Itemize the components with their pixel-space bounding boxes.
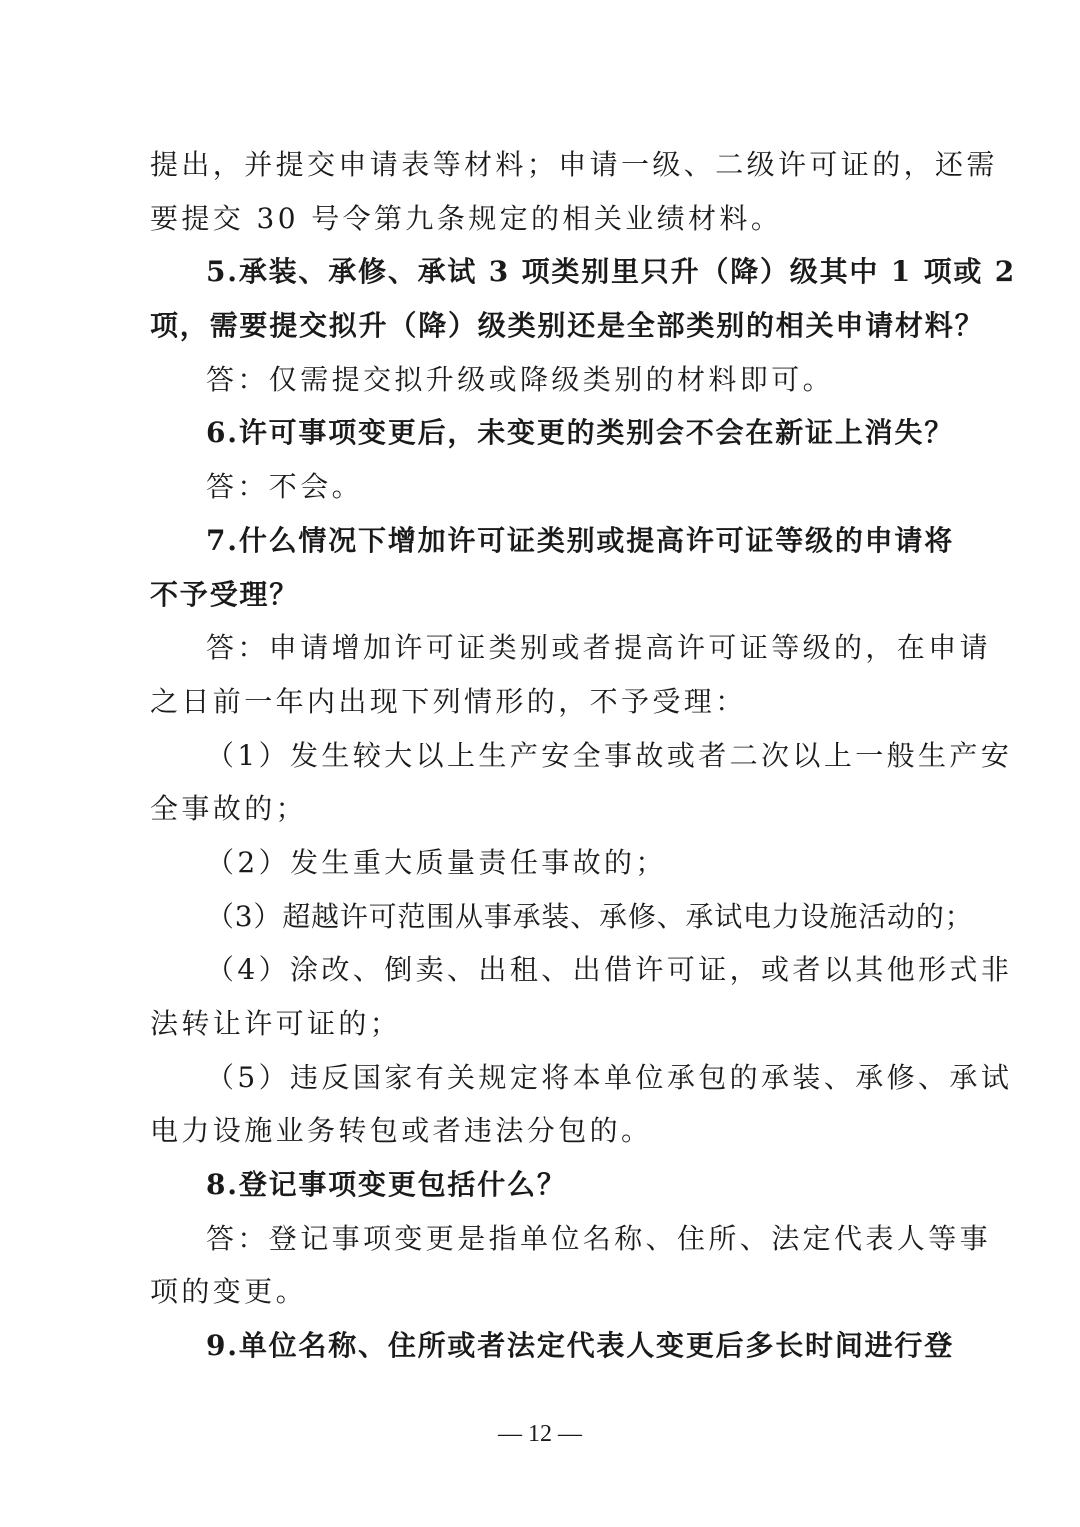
list-item-4-line-2: 法转让许可证的； [150,1007,402,1040]
document-body [150,138,1017,1373]
list-item-3: （3）超越许可范围从事承装、承修、承试电力设施活动的； [206,899,974,933]
answer-8-line-2: 项的变更。 [150,1275,308,1309]
list-item-2: （2）发生重大质量责任事故的； [206,845,667,879]
answer-7-line-2: 之日前一年内出现下列情形的，不予受理： [150,684,747,718]
list-item-4-line-1: （4）涂改、倒卖、出租、出借许可证，或者以其他形式非 [206,953,1013,987]
answer-8-line-1: 答：登记事项变更是指单位名称、住所、法定代表人等事 [206,1221,992,1255]
question-5-line-2: 项，需要提交拟升（降）级类别还是全部类别的相关申请材料？ [150,309,985,343]
answer-7-line-1: 答：申请增加许可证类别或者提高许可证等级的，在申请 [206,631,992,665]
question-9-line-1: 9.单位名称、住所或者法定代表人变更后多长时间进行登 [206,1329,955,1363]
question-7-line-1: 7.什么情况下增加许可证类别或提高许可证等级的申请将 [206,523,955,557]
list-item-1-line-1: （1）发生较大以上生产安全事故或者二次以上一般生产安 [206,738,1013,772]
body-line-1: 提出，并提交申请表等材料；申请一级、二级许可证的，还需 [150,148,998,181]
question-7-line-2: 不予受理？ [150,577,300,611]
question-5-line-1: 5.承装、承修、承试 3 项类别里只升（降）级其中 1 项或 2 [206,255,1017,289]
body-line-2: 要提交 30 号令第九条规定的相关业绩材料。 [150,201,783,235]
page-number: — 12 — [498,1421,582,1447]
answer-6: 答：不会。 [206,470,364,504]
list-item-5-line-1: （5）违反国家有关规定将本单位承包的承装、承修、承试 [206,1060,1013,1094]
list-item-1-line-2: 全事故的； [150,792,308,826]
question-8: 8.登记事项变更包括什么？ [206,1168,567,1202]
question-6: 6.许可事项变更后，未变更的类别会不会在新证上消失？ [206,416,955,450]
list-item-5-line-2: 电力设施业务转包或者违法分包的。 [150,1114,653,1148]
answer-5: 答：仅需提交拟升级或降级类别的材料即可。 [206,362,835,396]
